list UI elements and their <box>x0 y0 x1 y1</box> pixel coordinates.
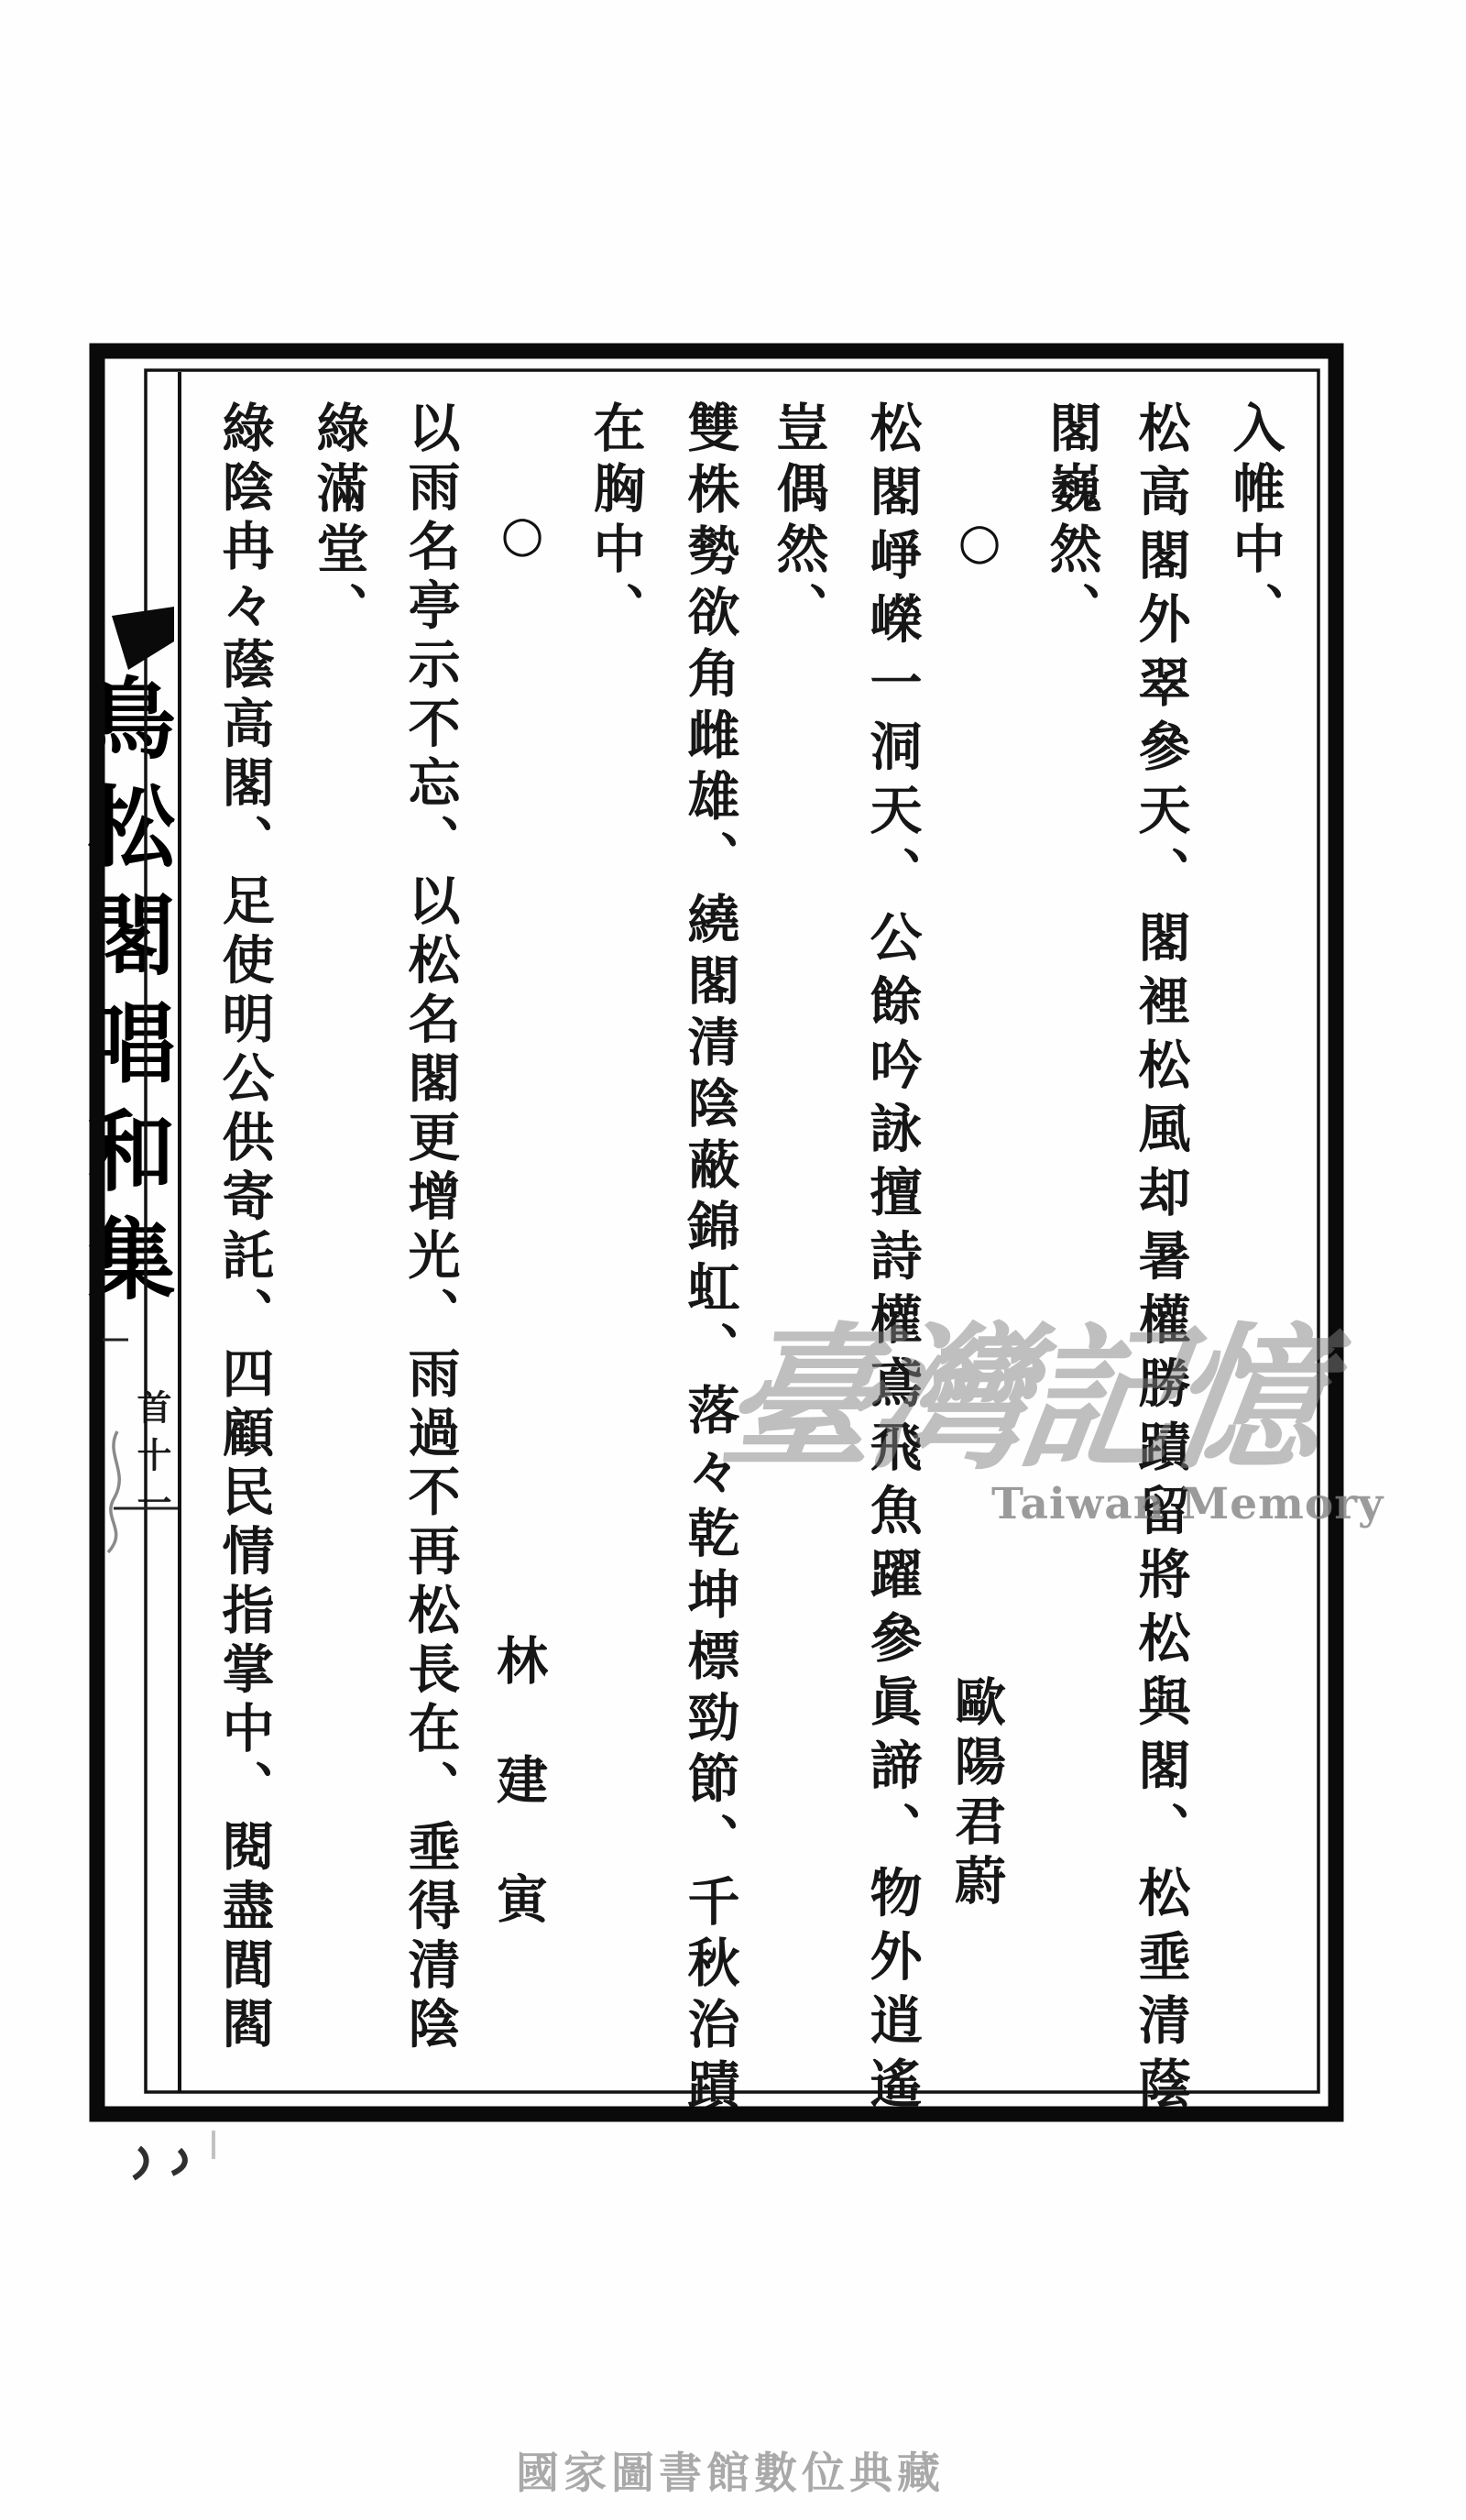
text-column-5: 松閣崢嶸一洞天、公餘吟詠擅詩權鳶飛魚躍參眞諦、物外逍遙 <box>861 400 923 2120</box>
author-column-1: 歐陽君蔚 <box>946 1675 1007 1913</box>
poem-separator-circle-2: ○ <box>493 504 552 563</box>
text-column-8: 在胸中、 <box>585 400 646 642</box>
text-column-1: 入帷中、 <box>1224 400 1285 642</box>
poem-separator-circle-1: ○ <box>950 511 1009 570</box>
library-caption: 國家圖書館數位典藏 <box>516 2449 945 2499</box>
text-column-6: 豈偶然、 <box>768 400 829 642</box>
watermark-latin-text: Taiwan Memory <box>991 1479 1384 1529</box>
sidebar-marker-triangle-icon <box>112 607 174 670</box>
text-column-3: 閣巍然、 <box>1041 400 1102 642</box>
author-column-2: 林建寅 <box>488 1634 549 1991</box>
watermark-cjk-text: 臺灣記憶 <box>710 1308 1331 1491</box>
text-column-11: 綠滿堂、 <box>308 400 369 642</box>
pencil-scribble-corner-1 <box>134 2148 147 2178</box>
inner-border <box>146 370 1318 2092</box>
pencil-scribble-corner-2 <box>172 2150 185 2174</box>
text-column-10: 以雨名亭示不忘、以松名閣更增光、雨過不再松長在、埀得清陰 <box>399 400 461 2055</box>
text-column-7: 雙株勢欲角雌雄、繞閣清陰蔽錦虹、落々乾坤標勁節、千秋治蹟 <box>679 400 740 2120</box>
book-title: 鳥松閣唱和集 <box>73 673 177 1321</box>
text-column-2: 松高閣外翠參天、閣裡松風却暑權勝蹟留將松與閣、松埀清蔭 <box>1130 400 1191 2120</box>
fascicle-page-marker: 首十一 <box>131 1389 172 1532</box>
text-column-12: 綠陰冉々蔭高閣、足使明公供寄託、四顧民情指掌中、閱盡閭閻 <box>213 400 275 2055</box>
outer-border <box>97 351 1336 2114</box>
pencil-scribble-sidebar <box>108 1431 119 1552</box>
